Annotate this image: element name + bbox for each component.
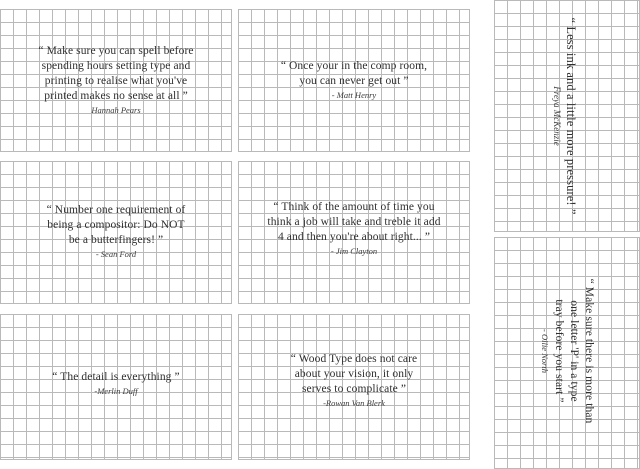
quote-line: “ Less ink and a little more pressure! ” [564, 17, 578, 215]
quote-line: “ The detail is everything ” [52, 371, 180, 383]
quote-block [238, 352, 470, 410]
quote-author: -Merlin Duff [94, 386, 138, 396]
quote-line: “ Make sure there is more than [583, 278, 595, 424]
quote-card-3 [494, 0, 640, 232]
quote-line: be a butterfingers! ” [68, 234, 164, 246]
quote-card-5 [238, 161, 470, 304]
quote-card-6 [494, 237, 640, 469]
quote-line: one letter 'P' in a type [568, 300, 580, 402]
quote-block [538, 279, 596, 424]
quote-line: being a compositor: Do NOT [47, 219, 185, 231]
quote-block [0, 44, 232, 117]
quote-author: -Rowan Van Blerk [323, 398, 385, 408]
quote-block [238, 200, 470, 258]
quote-line: you can never get out ” [299, 75, 409, 87]
quote-author: - Ollie North [540, 329, 550, 373]
quote-block [238, 59, 470, 102]
quote-author: Hannah Pears [91, 105, 141, 115]
quote-line: spending hours setting type and [41, 60, 191, 72]
quote-block [0, 370, 232, 398]
quote-card-8 [238, 314, 470, 460]
quote-line: “ Make sure you can spell before [38, 45, 194, 57]
quote-card-1 [0, 9, 232, 152]
quote-author: - Matt Henry [331, 90, 377, 100]
quote-author: - Jim Clayton [330, 246, 378, 256]
quote-line: “ Think of the amount of time you [273, 201, 435, 213]
quote-author: - Sean Ford [95, 249, 137, 259]
quote-line: tray before you start ” [553, 299, 565, 403]
quote-line: 4 and then you're about right... ” [277, 231, 431, 243]
quote-card-7 [0, 314, 232, 460]
quote-block [0, 203, 232, 261]
quote-line: “ Wood Type does not care [290, 353, 418, 365]
quote-line: “ Once your in the comp room, [280, 60, 428, 72]
quote-line: printing to realise what you've [44, 75, 188, 87]
quote-line: printed makes no sense at all ” [44, 90, 188, 102]
quote-line: serves to complicate ” [301, 383, 407, 395]
quote-card-4 [0, 161, 232, 304]
quote-line: about your vision, it only [294, 368, 414, 380]
quote-line: “ Number one requirement of [46, 204, 186, 216]
quote-author: Freya McKenzie [552, 86, 562, 146]
quote-card-2 [238, 9, 470, 152]
quote-line: think a job will take and treble it add [267, 216, 441, 228]
quote-block [550, 18, 578, 215]
